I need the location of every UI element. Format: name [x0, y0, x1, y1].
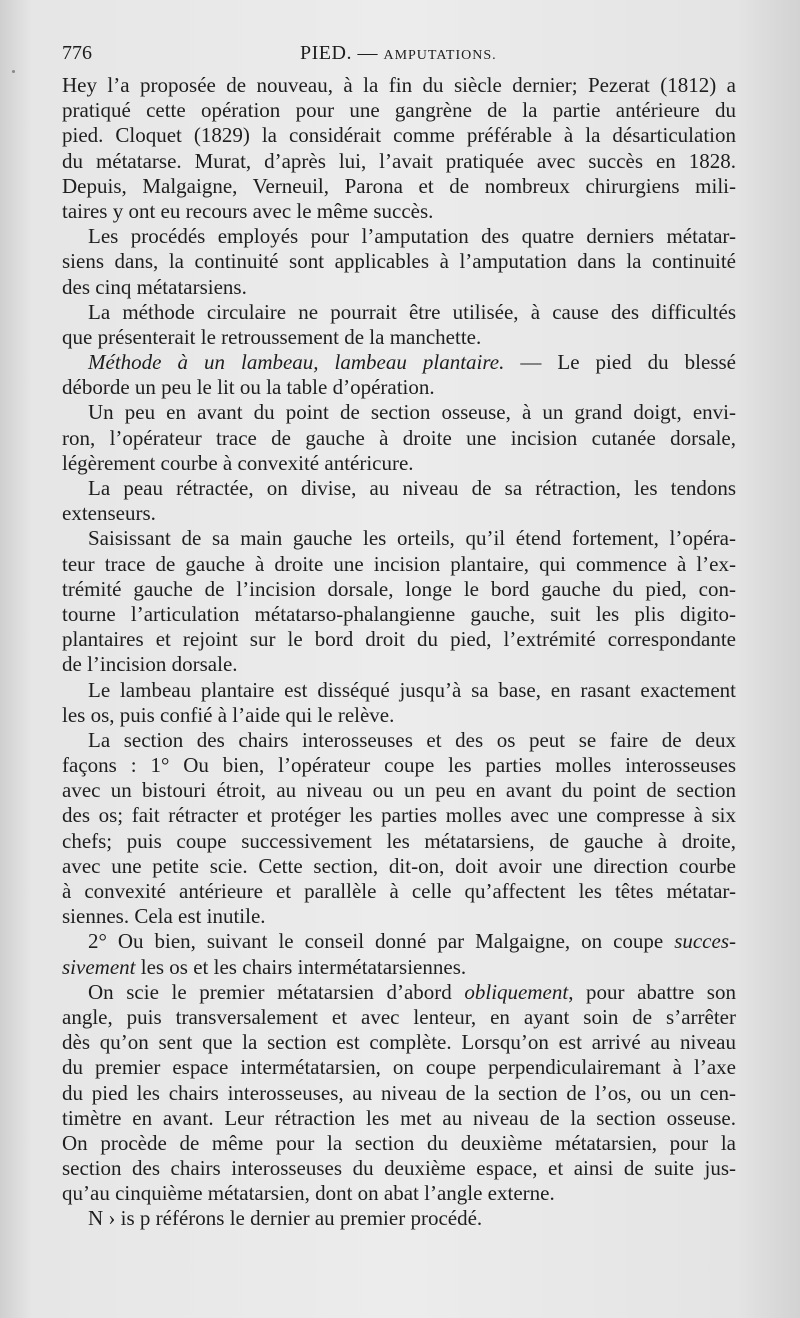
text-line: Méthode à un lambeau, lambeau plantaire. — Le pied du blessé [88, 350, 737, 375]
text-line: façons : 1° Ou bien, l’opérateur coupe les parties molles interosseuses [62, 753, 736, 778]
text-line: 2° Ou bien, suivant le conseil donné par Malgaigne, on coupe succes- [88, 929, 736, 954]
text-line: avec une petite scie. Cette section, dit-on, doit avoir une direction courbe [62, 853, 736, 878]
paper-speck [12, 70, 15, 73]
text-line: extenseurs. [62, 501, 156, 526]
text-line: La méthode circulaire ne pourrait être utilisée, à cause des difficultés [88, 299, 736, 324]
text-line: du premier espace intermétatarsien, on coupe perpendiculairemant à l’axe [62, 1055, 736, 1080]
text-line: angle, puis transversalement et avec lenteur, en ayant soin de s’arrêter [62, 1004, 736, 1029]
running-title: PIED. — AMPUTATIONS. [300, 42, 497, 64]
text-line: les os, puis confié à l’aide qui le relève. [62, 702, 395, 727]
text-line: ron, l’opérateur trace de gauche à droite une incision cutanée dorsale, [62, 425, 736, 450]
text-line: dès qu’on sent que la section est complète. Lorsqu’on est arrivé au niveau [62, 1030, 736, 1055]
text-line: La section des chairs interosseuses et des os peut se faire de deux [88, 727, 736, 752]
text-line: à convexité antérieure et parallèle à celle qu’affectent les têtes métatar- [62, 879, 736, 903]
text-line: pied. Cloquet (1829) la considérait comme préférable à la désarticulation [62, 123, 736, 148]
text-line: que présenterait le retroussement de la manchette. [62, 324, 482, 349]
text-line: On scie le premier métatarsien d’abord obliquement, pour abattre son [88, 979, 736, 1004]
text-line: N › is p référons le dernier au premier procédé. [88, 1206, 483, 1231]
text-line: teur trace de gauche à droite une incision plantaire, qui commence à l’ex- [62, 551, 736, 576]
text-line: déborde un peu le lit ou la table d’opération. [62, 375, 435, 400]
text-line: du pied les chairs interosseuses, au niveau de la section de l’os, ou un cen- [62, 1080, 736, 1105]
text-line: Le lambeau plantaire est disséqué jusqu’à sa base, en rasant exactement [88, 677, 736, 702]
text-line: du métatarse. Murat, d’après lui, l’avait pratiquée avec succès en 1828. [62, 148, 736, 173]
text-line: pratiqué cette opération pour une gangrène de la partie antérieure du [62, 98, 736, 123]
text-line: siennes. Cela est inutile. [62, 904, 266, 929]
text-line: avec un bistouri étroit, au niveau ou un peu en avant du point de section [62, 778, 736, 803]
text-line: Saisissant de sa main gauche les orteils, qu’il étend fortement, l’opéra- [88, 526, 736, 551]
text-line: chefs; puis coupe successivement les métatarsiens, de gauche à droite, [62, 828, 736, 853]
running-title-subject: AMPUTATIONS. [383, 48, 497, 63]
text-line: section des chairs interosseuses du deuxième espace, et ainsi de suite jus- [62, 1156, 736, 1181]
text-line: taires y ont eu recours avec le même succès. [62, 198, 434, 223]
text-line: trémité gauche de l’incision dorsale, longe le bord gauche du pied, con- [62, 576, 736, 601]
text-line: des cinq métatarsiens. [62, 274, 247, 299]
text-line: de l’incision dorsale. [62, 652, 238, 677]
page-number: 776 [62, 42, 92, 64]
text-line: légèrement courbe à convexité antéricure. [62, 450, 414, 475]
text-line: timètre en avant. Leur rétraction les met au niveau de la section osseuse. [62, 1105, 736, 1130]
text-line: Hey l’a proposée de nouveau, à la fin du siècle dernier; Pezerat (1812) a [62, 73, 736, 97]
text-line: tourne l’articulation métatarso-phalangienne gauche, suit les plis digito- [62, 601, 736, 626]
text-line: On procède de même pour la section du deuxième métatarsien, pour la [62, 1130, 736, 1155]
text-line: siens dans, la continuité sont applicables à l’amputation dans la continuité [62, 249, 736, 274]
text-line: Depuis, Malgaigne, Verneuil, Parona et de nombreux chirurgiens mili- [62, 173, 736, 198]
method-heading: Méthode à un lambeau, lambeau plantaire. [88, 350, 505, 375]
text-line: Un peu en avant du point de section osseuse, à un grand doigt, envi- [88, 400, 736, 425]
text-line: qu’au cinquième métatarsien, dont on abat l’angle externe. [62, 1181, 555, 1206]
text-line: La peau rétractée, on divise, au niveau de sa rétraction, les tendons [88, 476, 736, 500]
text-line: sivement les os et les chairs intermétatarsiennes. [62, 954, 467, 979]
page-header [62, 42, 736, 66]
text-line: Les procédés employés pour l’amputation des quatre derniers métatar- [88, 224, 736, 249]
body-text [62, 73, 736, 1232]
text-line: des os; fait rétracter et protéger les parties molles avec une compresse à six [62, 803, 736, 828]
text-line: plantaires et rejoint sur le bord droit du pied, l’extrémité correspondante [62, 627, 736, 652]
